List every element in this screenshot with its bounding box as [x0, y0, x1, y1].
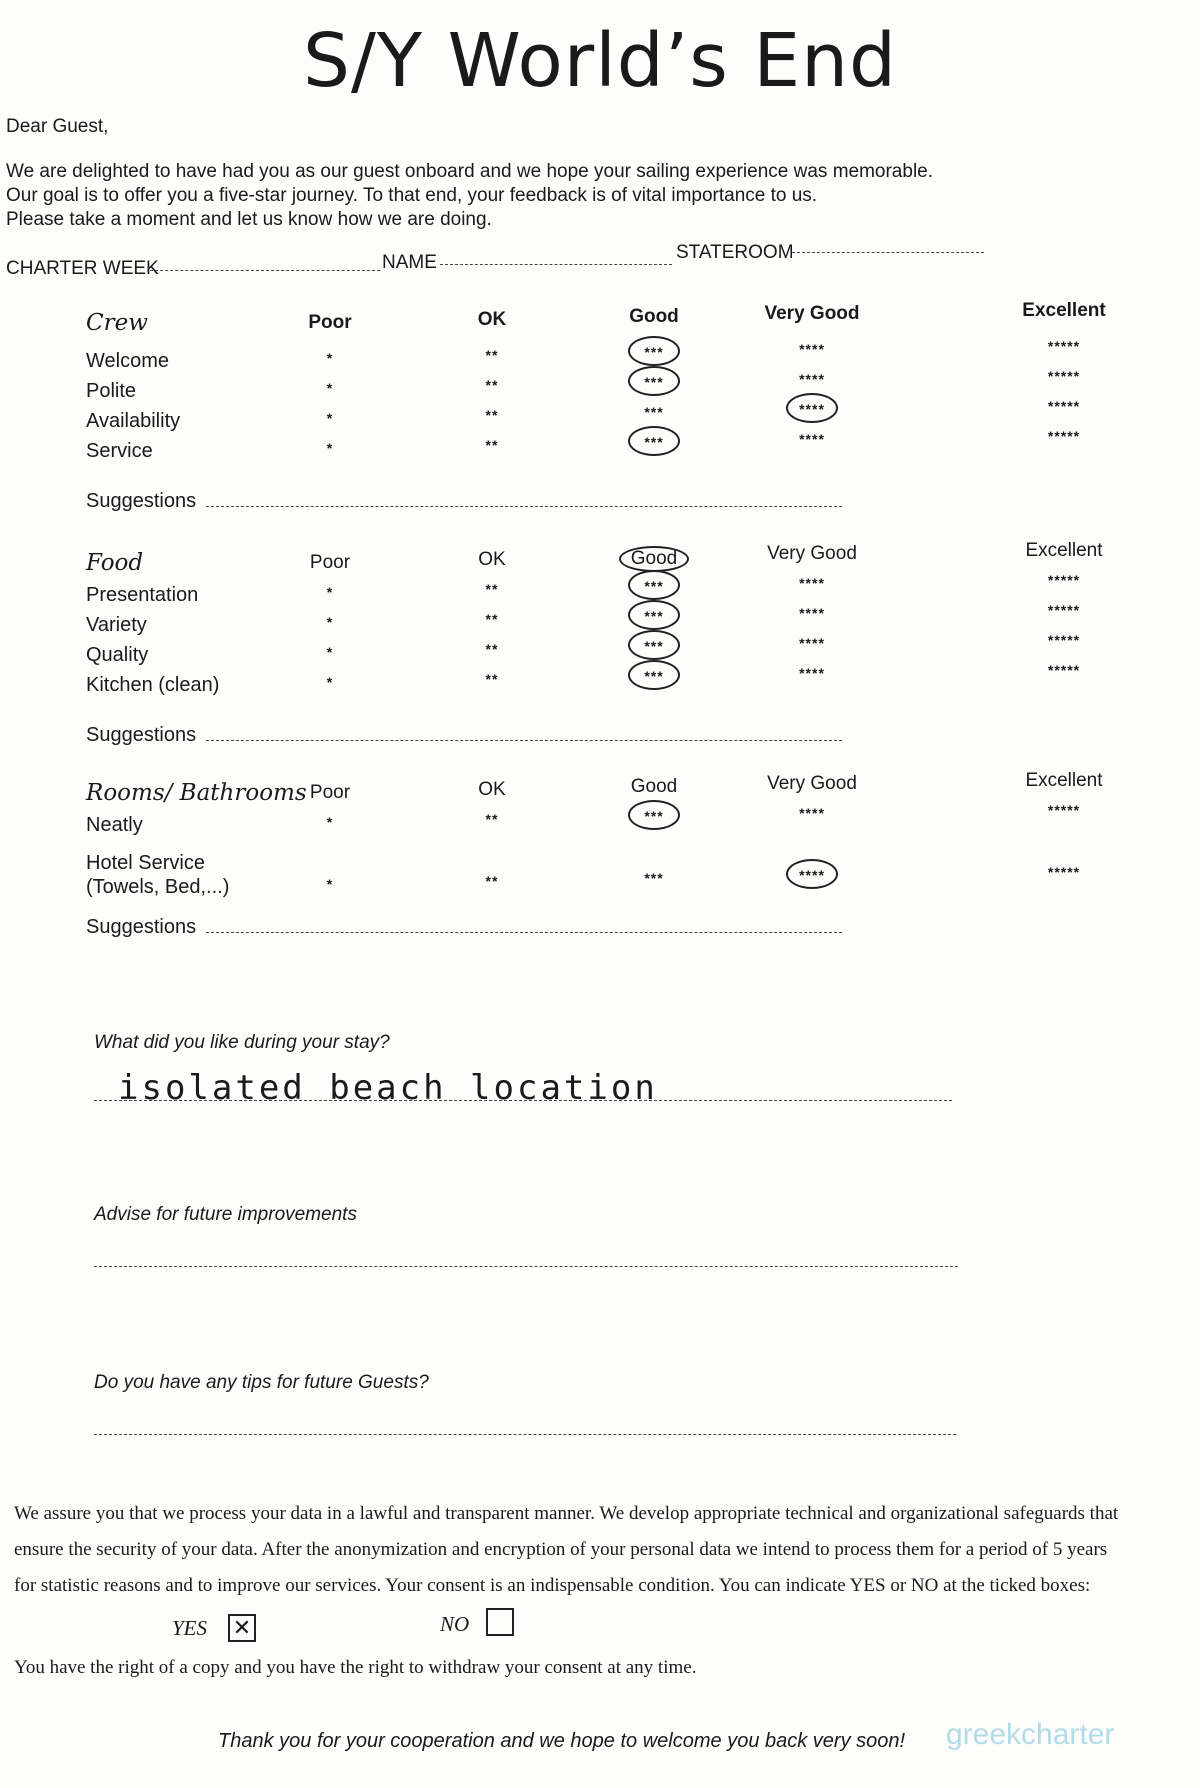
- selected-circle-mark: [628, 630, 680, 660]
- rating-option[interactable]: ***: [644, 344, 664, 360]
- rating-option[interactable]: *****: [1047, 602, 1081, 618]
- rating-option[interactable]: **: [485, 611, 499, 627]
- rating-option[interactable]: *****: [1047, 572, 1081, 588]
- consent-yes-checkbox[interactable]: [228, 1614, 256, 1642]
- rating-option[interactable]: *****: [1047, 398, 1081, 414]
- question-improvements-label: Advise for future improvements: [94, 1204, 357, 1225]
- column-header: Excellent: [1022, 300, 1106, 321]
- selected-circle-mark: [628, 570, 680, 600]
- rating-row-label: Presentation: [86, 584, 199, 606]
- legal-line: We assure you that we process your data in a lawful and transparent manner. We develop appropriate technical and organizational safeguards that: [14, 1503, 1119, 1524]
- question-liked-answer[interactable]: isolated beach location: [118, 1068, 658, 1108]
- rating-option[interactable]: *****: [1047, 368, 1081, 384]
- column-header: OK: [477, 309, 507, 330]
- question-improvements-field[interactable]: [94, 1266, 958, 1267]
- selected-circle-mark: [628, 660, 680, 690]
- rating-option[interactable]: **: [485, 407, 499, 423]
- suggestions-label: Suggestions: [86, 490, 197, 512]
- rating-option[interactable]: *****: [1047, 864, 1081, 880]
- rating-option[interactable]: ****: [799, 575, 825, 591]
- rating-row-label: Variety: [86, 614, 147, 636]
- column-header: Poor: [309, 552, 351, 573]
- rating-option[interactable]: ***: [644, 578, 664, 594]
- charter-week-label: CHARTER WEEK: [6, 258, 159, 279]
- question-tips-label: Do you have any tips for future Guests?: [94, 1372, 429, 1393]
- rating-row-label: Welcome: [86, 350, 169, 372]
- column-header: Good: [629, 306, 679, 327]
- legal-line: ensure the security of your data. After the anonymization and encryption of your personal data we intend to process them for a period of 5 years: [14, 1539, 1108, 1560]
- rating-option[interactable]: *: [326, 440, 334, 456]
- rating-option[interactable]: **: [485, 581, 499, 597]
- stateroom-label: STATEROOM: [676, 242, 794, 263]
- thank-you-text: Thank you for your cooperation and we hope to welcome you back very soon!: [218, 1730, 906, 1752]
- rating-option[interactable]: *: [326, 614, 334, 630]
- column-header: OK: [478, 779, 506, 800]
- suggestions-label: Suggestions: [86, 724, 197, 746]
- consent-no-label: NO: [440, 1612, 470, 1636]
- form-title: S/Y World’s End: [303, 18, 897, 104]
- rating-option[interactable]: ****: [799, 431, 825, 447]
- rating-row-label: Polite: [86, 380, 137, 402]
- column-header: Poor: [309, 782, 351, 803]
- column-header: Very Good: [764, 303, 860, 324]
- watermark-logo: greekcharter: [946, 1718, 1115, 1751]
- suggestions-field[interactable]: [206, 740, 842, 741]
- question-liked-label: What did you like during your stay?: [94, 1032, 390, 1053]
- rating-option[interactable]: *****: [1047, 428, 1081, 444]
- rating-option[interactable]: *****: [1047, 802, 1081, 818]
- intro-line: We are delighted to have had you as our guest onboard and we hope your sailing experience was memorable.: [6, 161, 934, 182]
- rating-option[interactable]: ***: [644, 808, 664, 824]
- suggestions-field[interactable]: [206, 506, 842, 507]
- rating-option[interactable]: ****: [799, 401, 825, 417]
- suggestions-label: Suggestions: [86, 916, 197, 938]
- rating-option[interactable]: *: [326, 814, 334, 830]
- rating-option[interactable]: *****: [1047, 632, 1081, 648]
- suggestions-field[interactable]: [206, 932, 842, 933]
- check-mark-icon: ✕: [232, 1615, 252, 1640]
- name-label: NAME: [382, 252, 437, 273]
- question-tips-field[interactable]: [94, 1434, 956, 1435]
- rating-option[interactable]: **: [485, 347, 499, 363]
- rating-option[interactable]: ****: [799, 635, 825, 651]
- rating-option[interactable]: ****: [799, 805, 825, 821]
- rating-option[interactable]: **: [485, 641, 499, 657]
- consent-no-checkbox[interactable]: [486, 1608, 514, 1636]
- section-title: Crew: [86, 310, 148, 336]
- rating-option[interactable]: *: [326, 410, 334, 426]
- column-header: Excellent: [1025, 770, 1103, 791]
- selected-circle-mark: [786, 393, 838, 423]
- rating-row-label: Neatly: [86, 814, 143, 836]
- rating-option[interactable]: ****: [799, 605, 825, 621]
- consent-yes-label: YES: [172, 1616, 208, 1640]
- rating-option[interactable]: *: [326, 350, 334, 366]
- rating-option[interactable]: ***: [644, 638, 664, 654]
- rights-text: You have the right of a copy and you have the right to withdraw your consent at any time.: [14, 1657, 697, 1678]
- rating-row-label: (Towels, Bed,...): [86, 876, 230, 898]
- rating-option[interactable]: *: [326, 674, 334, 690]
- column-header: Good: [619, 546, 689, 572]
- rating-option[interactable]: *: [326, 584, 334, 600]
- intro-line: Please take a moment and let us know how we are doing.: [6, 209, 492, 230]
- rating-option[interactable]: ****: [799, 665, 825, 681]
- rating-option[interactable]: *****: [1047, 338, 1081, 354]
- rating-option[interactable]: ****: [799, 867, 825, 883]
- data-consent-text: [14, 1496, 1194, 1604]
- column-header: Very Good: [767, 773, 857, 794]
- column-header: Excellent: [1025, 540, 1103, 561]
- rating-option[interactable]: ***: [644, 404, 664, 420]
- selected-circle-mark: [628, 366, 680, 396]
- selected-circle-mark: [628, 800, 680, 830]
- rating-option[interactable]: ***: [644, 374, 664, 390]
- rating-option[interactable]: ***: [644, 434, 664, 450]
- rating-option[interactable]: ***: [644, 870, 664, 886]
- selected-circle-mark: [786, 859, 838, 889]
- greeting: Dear Guest,: [6, 116, 109, 137]
- selected-circle-mark: [628, 336, 680, 366]
- column-header: Poor: [308, 312, 352, 333]
- rating-option[interactable]: **: [485, 437, 499, 453]
- rating-option[interactable]: ***: [644, 608, 664, 624]
- section-title: Rooms/ Bathrooms: [86, 780, 307, 806]
- rating-option[interactable]: **: [485, 811, 499, 827]
- column-header: OK: [478, 549, 506, 570]
- rating-row-label: Kitchen (clean): [86, 674, 220, 696]
- section-title: Food: [86, 550, 144, 576]
- intro-line: Our goal is to offer you a five-star journey. To that end, your feedback is of vital importance to us.: [6, 185, 818, 206]
- rating-option[interactable]: ****: [799, 341, 825, 357]
- legal-line: for statistic reasons and to improve our services. Your consent is an indispensable condition. You can indicate YES or NO at the ticked boxes:: [14, 1575, 1091, 1596]
- rating-option[interactable]: *: [326, 876, 334, 892]
- column-header: Good: [630, 776, 678, 797]
- question-liked-line: [94, 1100, 952, 1101]
- rating-option[interactable]: *: [326, 644, 334, 660]
- rating-option[interactable]: *****: [1047, 662, 1081, 678]
- rating-option[interactable]: **: [485, 671, 499, 687]
- rating-row-label: Availability: [86, 410, 181, 432]
- selected-circle-mark: [628, 426, 680, 456]
- rating-option[interactable]: **: [485, 873, 499, 889]
- rating-option[interactable]: ****: [799, 371, 825, 387]
- rating-option[interactable]: ***: [644, 668, 664, 684]
- selected-circle-mark: [628, 600, 680, 630]
- column-header: Very Good: [767, 543, 857, 564]
- rating-row-label: Service: [86, 440, 153, 462]
- rating-row-label: Hotel Service: [86, 852, 205, 874]
- rating-option[interactable]: *: [326, 380, 334, 396]
- rating-row-label: Quality: [86, 644, 149, 666]
- rating-option[interactable]: **: [485, 377, 499, 393]
